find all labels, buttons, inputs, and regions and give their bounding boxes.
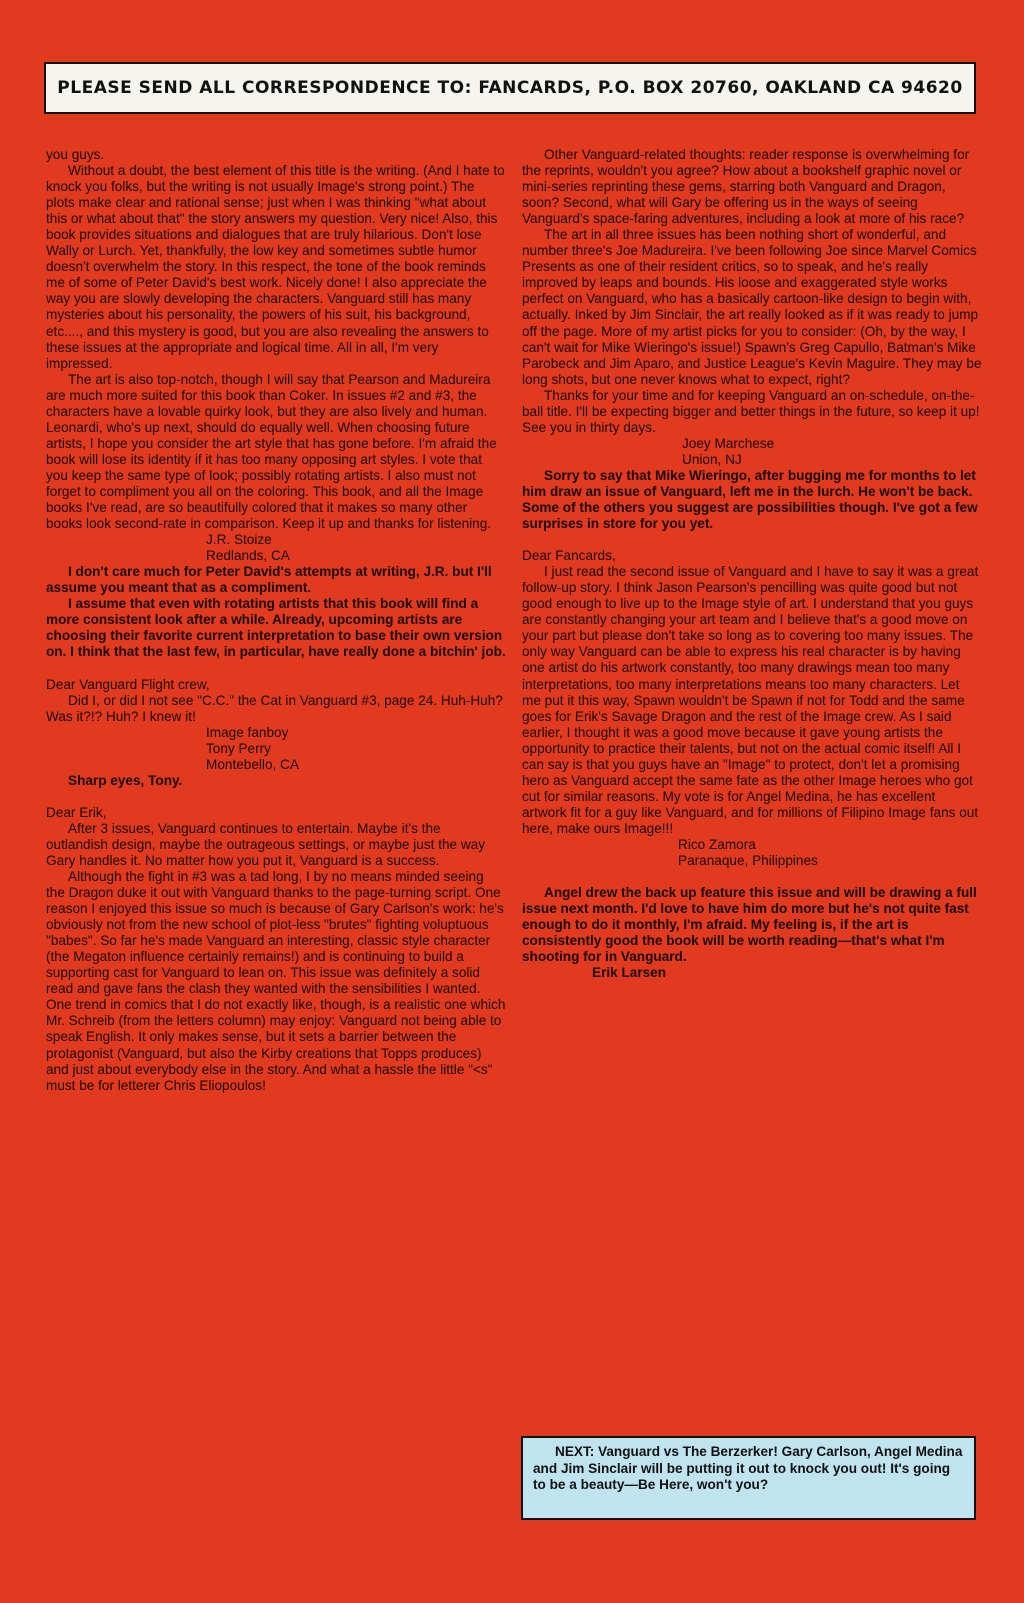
signature-name: Tony Perry bbox=[206, 740, 271, 756]
letter-text: The art in all three issues has been nothing short of wonderful, and number three's Joe Madureira. I've been following Joe since Marvel Comics Presents as one of their resident critics, so to speak, and he's really improved by leaps and bounds. His loose and exaggerated style works perfect on Vanguard, who has a basically cartoon-like design to begin with, actually. Inked by Jim Sinclair, the art really looked as if it was ready to jump off the page. More of my artist picks for you to consider: (Oh, by the way, I can't wait for Mike Wieringo's issue!) Spawn's Greg Capullo, Batman's Mike Parobeck and Jim Aparo, and Justice League's Kevin Maguire. They may be long shots, but one never knows what to expect, right? bbox=[522, 227, 982, 387]
signature-name: Rico Zamora bbox=[678, 836, 756, 852]
letter-text: Without a doubt, the best element of this title is the writing. (And I hate to knock you folks, but the writing is not usually Image's strong point.) The plots make clear and rational sense; just when I was thinking "what about this or what about that" the story answers my question. Very nice! Also, this book provides situations and dialogues that are truly hilarious. Don't lose Wally or Lurch. Yet, thankfully, the low key and sometimes subtle humor doesn't overwhelm the story. In this respect, the tone of the book reminds me of some of Peter David's best work. Nicely done! I also appreciate the way you are slowly developing the characters. Vanguard still has many mysteries about his personality, the powers of his suit, his background, etc...., and this mystery is good, but you are also revealing the answers to these issues at the appropriate and logical time. All in all, I'm very impressed. bbox=[46, 163, 505, 371]
correspondence-address: PLEASE SEND ALL CORRESPONDENCE TO: FANCARDS, P.O. BOX 20760, OAKLAND CA 94620 bbox=[57, 78, 963, 98]
left-column bbox=[46, 147, 506, 1094]
editor-reply: I assume that even with rotating artists that this book will find a more consistent look after a while. Already, upcoming artists are choosing their favorite current interpretation to base their own version on. I think that the last few, in particular, have really done a bitchin' job. bbox=[46, 596, 506, 660]
editor-reply: I don't care much for Peter David's attempts at writing, J.R. but I'll assume you meant that as a compliment. bbox=[46, 564, 492, 596]
signature-place: Union, NJ bbox=[682, 451, 742, 467]
signature-place: Montebello, CA bbox=[206, 756, 299, 772]
letter-greeting: Dear Erik, bbox=[46, 804, 107, 820]
correspondence-banner bbox=[44, 62, 976, 114]
letter-text: you guys. bbox=[46, 147, 105, 162]
next-issue-text: NEXT: Vanguard vs The Berzerker! Gary Carlson, Angel Medina and Jim Sinclair will be putting it out to knock you out! It's going to be a beauty—Be Here, won't you? bbox=[533, 1444, 963, 1492]
editor-signature: Erik Larsen bbox=[592, 965, 667, 981]
letter-text: After 3 issues, Vanguard continues to entertain. Maybe it's the outlandish design, maybe the outrageous settings, or maybe just the way Gary handles it. No matter how you put it, Vanguard is a success. bbox=[46, 820, 486, 868]
letter-greeting: Dear Vanguard Flight crew, bbox=[46, 676, 210, 692]
signature-line: Image fanboy bbox=[206, 724, 289, 740]
signature-name: J.R. Stoize bbox=[206, 532, 272, 548]
letter-text: Other Vanguard-related thoughts: reader response is overwhelming for the reprints, wouldn't you agree? How about a bookshelf graphic novel or mini-series reprinting these gems, starring both Vanguard and Dragon, soon? Second, what will Gary be offering us in the ways of seeing Vanguard's space-faring adventures, including a look at more of his race? bbox=[522, 147, 970, 227]
letter-text: Did I, or did I not see "C.C." the Cat in Vanguard #3, page 24. Huh-Huh? Was it?!? Huh? I knew it! bbox=[46, 692, 503, 724]
signature-place: Paranaque, Philippines bbox=[678, 853, 818, 869]
letter-text: The art is also top-notch, though I will say that Pearson and Madureira are much more suited for this book than Coker. In issues #2 and #3, the characters have a lovable quirky look, but they are also lively and human. Leonardi, who's up next, should do equally well. When choosing future artists, I hope you consider the art style that has gone before. I'm afraid the book will lose its identity if it has too many opposing art styles. I vote that you keep the same type of look; possibly rotating artists. I also must not forget to compliment you all on the coloring. This book, and all the Image books I've read, are so beautifully colored that it makes so many other books look second-rate in comparison. Keep it up and thanks for listening. bbox=[46, 371, 497, 532]
editor-reply: Angel drew the back up feature this issue and will be drawing a full issue next month. I'd love to have him do more but he's not quite fast enough to do it monthly, I'm afraid. My feeling is, if the art is consistently good the book will be worth reading—that's what I'm shooting for in Vanguard. bbox=[522, 885, 977, 965]
letter-greeting: Dear Fancards, bbox=[522, 548, 616, 564]
right-column bbox=[522, 147, 982, 981]
signature-place: Redlands, CA bbox=[206, 548, 290, 564]
next-issue-box bbox=[521, 1436, 976, 1520]
letter-text: I just read the second issue of Vanguard and I have to say it was a great follow-up story. I think Jason Pearson's pencilling was quite good but not good enough to live up to the Image style of art. I understand that you guys are constantly changing your art team and I believe that's a good move on your part but please don't take so long as to covering too many issues. The only way Vanguard can be able to express his real character is by having one artist do his artwork constantly, too many drawings mean too many interpretations, too many interpretations means too many characters. Let me put it this way, Spawn wouldn't be Spawn if not for Todd and the same goes for Erik's Savage Dragon and the rest of the Image crew. As I said earlier, I thought it was a good move because it gave young artists the opportunity to practice their talents, but not on the actual comic itself! All I can say is that you guys have an "Image" to protect, don't let a promising hero as Vanguard accept the same fate as the other Image heroes who got cut for similar reasons. My vote is for Angel Medina, he has excellent artwork fit for a guy like Vanguard, and for millions of Filipino Image fans out here, make ours Image!!! bbox=[522, 564, 979, 836]
signature-name: Joey Marchese bbox=[682, 435, 775, 451]
editor-reply: Sharp eyes, Tony. bbox=[68, 772, 183, 788]
letter-text: Although the fight in #3 was a tad long, I by no means minded seeing the Dragon duke it out with Vanguard thanks to the page-turning script. One reason I enjoyed this issue so much is because of Gary Carlson's work: he's obviously not from the new school of plot-less "brutes" fighting voluptuous "babes". So far he's made Vanguard an interesting, classic style character (the Megaton influence certainly remains!) and is continuing to build a supporting cast for Vanguard to lean on. This issue was definitely a solid read and gave fans the clash they wanted with the sensibilities I wanted. One trend in comics that I do not exactly like, though, is a realistic one which Mr. Schreib (from the letters column) may enjoy: Vanguard not being able to speak English. It only makes sense, but it sets a barrier between the protagonist (Vanguard, but also the Kirby creations that Topps produces) and just about everybody else in the story. And what a hassle the little "<s" must be for letterer Chris Eliopoulos! bbox=[46, 869, 506, 1093]
editor-reply: Sorry to say that Mike Wieringo, after bugging me for months to let him draw an issue of Vanguard, left me in the lurch. He won't be back. Some of the others you suggest are possibilities though. I've got a few surprises in store for you yet. bbox=[522, 467, 978, 532]
letter-text: Thanks for your time and for keeping Vanguard an on-schedule, on-the-ball title. I'll be expecting bigger and better things in the future, so keep it up! See you in thirty days. bbox=[522, 387, 980, 435]
